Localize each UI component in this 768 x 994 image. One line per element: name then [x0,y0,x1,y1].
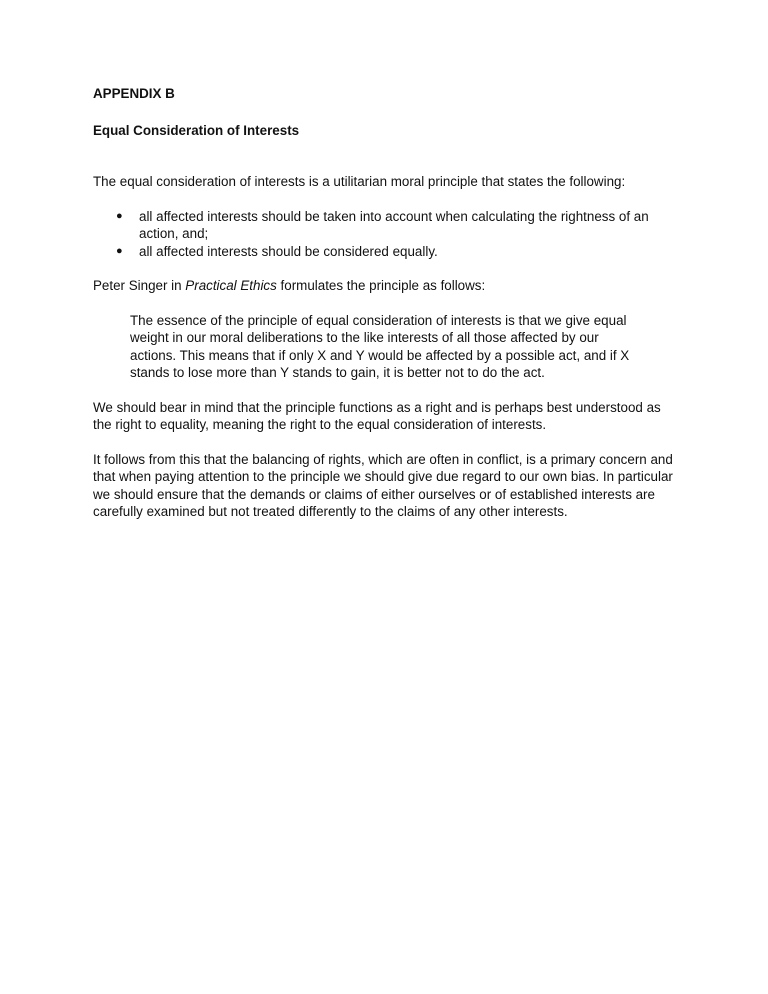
list-item [116,208,683,243]
principle-list [93,208,683,261]
book-title: Practical Ethics [185,278,277,293]
intro-paragraph: The equal consideration of interests is a utilitarian moral principle that states the following: [93,174,626,189]
document-body [93,85,683,538]
list-item-text: all affected interests should be considered equally. [139,243,438,259]
section-title: Equal Consideration of Interests [93,122,300,138]
balancing-rights-paragraph: It follows from this that the balancing of rights, which are often in conflict, is a primary concern and that when paying attention to the principle we should give due regard to our own bias. In particular we should ensure that the demands or claims of either ourselves or of established interests are carefully examined but not treated differently to the claims of any other interests. [93,451,673,519]
list-item [116,243,683,261]
singer-prefix: Peter Singer in [93,278,186,293]
bullet-icon: ● [116,209,123,222]
block-quote: The essence of the principle of equal consideration of interests is that we give equal weight in our moral deliberations to the like interests of all those affected by our actions. This means that if only X and Y would be affected by a possible act, and if X stands to lose more than Y stands to gain, it is better not to do the act. [130,312,630,380]
appendix-label: APPENDIX B [93,86,175,101]
bullet-icon: ● [116,244,123,257]
singer-suffix: formulates the principle as follows: [276,278,486,293]
singer-paragraph [93,277,683,295]
list-item-text: all affected interests should be taken into account when calculating the rightness of an action, and; [139,208,649,241]
right-to-equality-paragraph: We should bear in mind that the principle functions as a right and is perhaps best understood as the right to equality, meaning the right to the equal consideration of interests. [93,399,661,432]
